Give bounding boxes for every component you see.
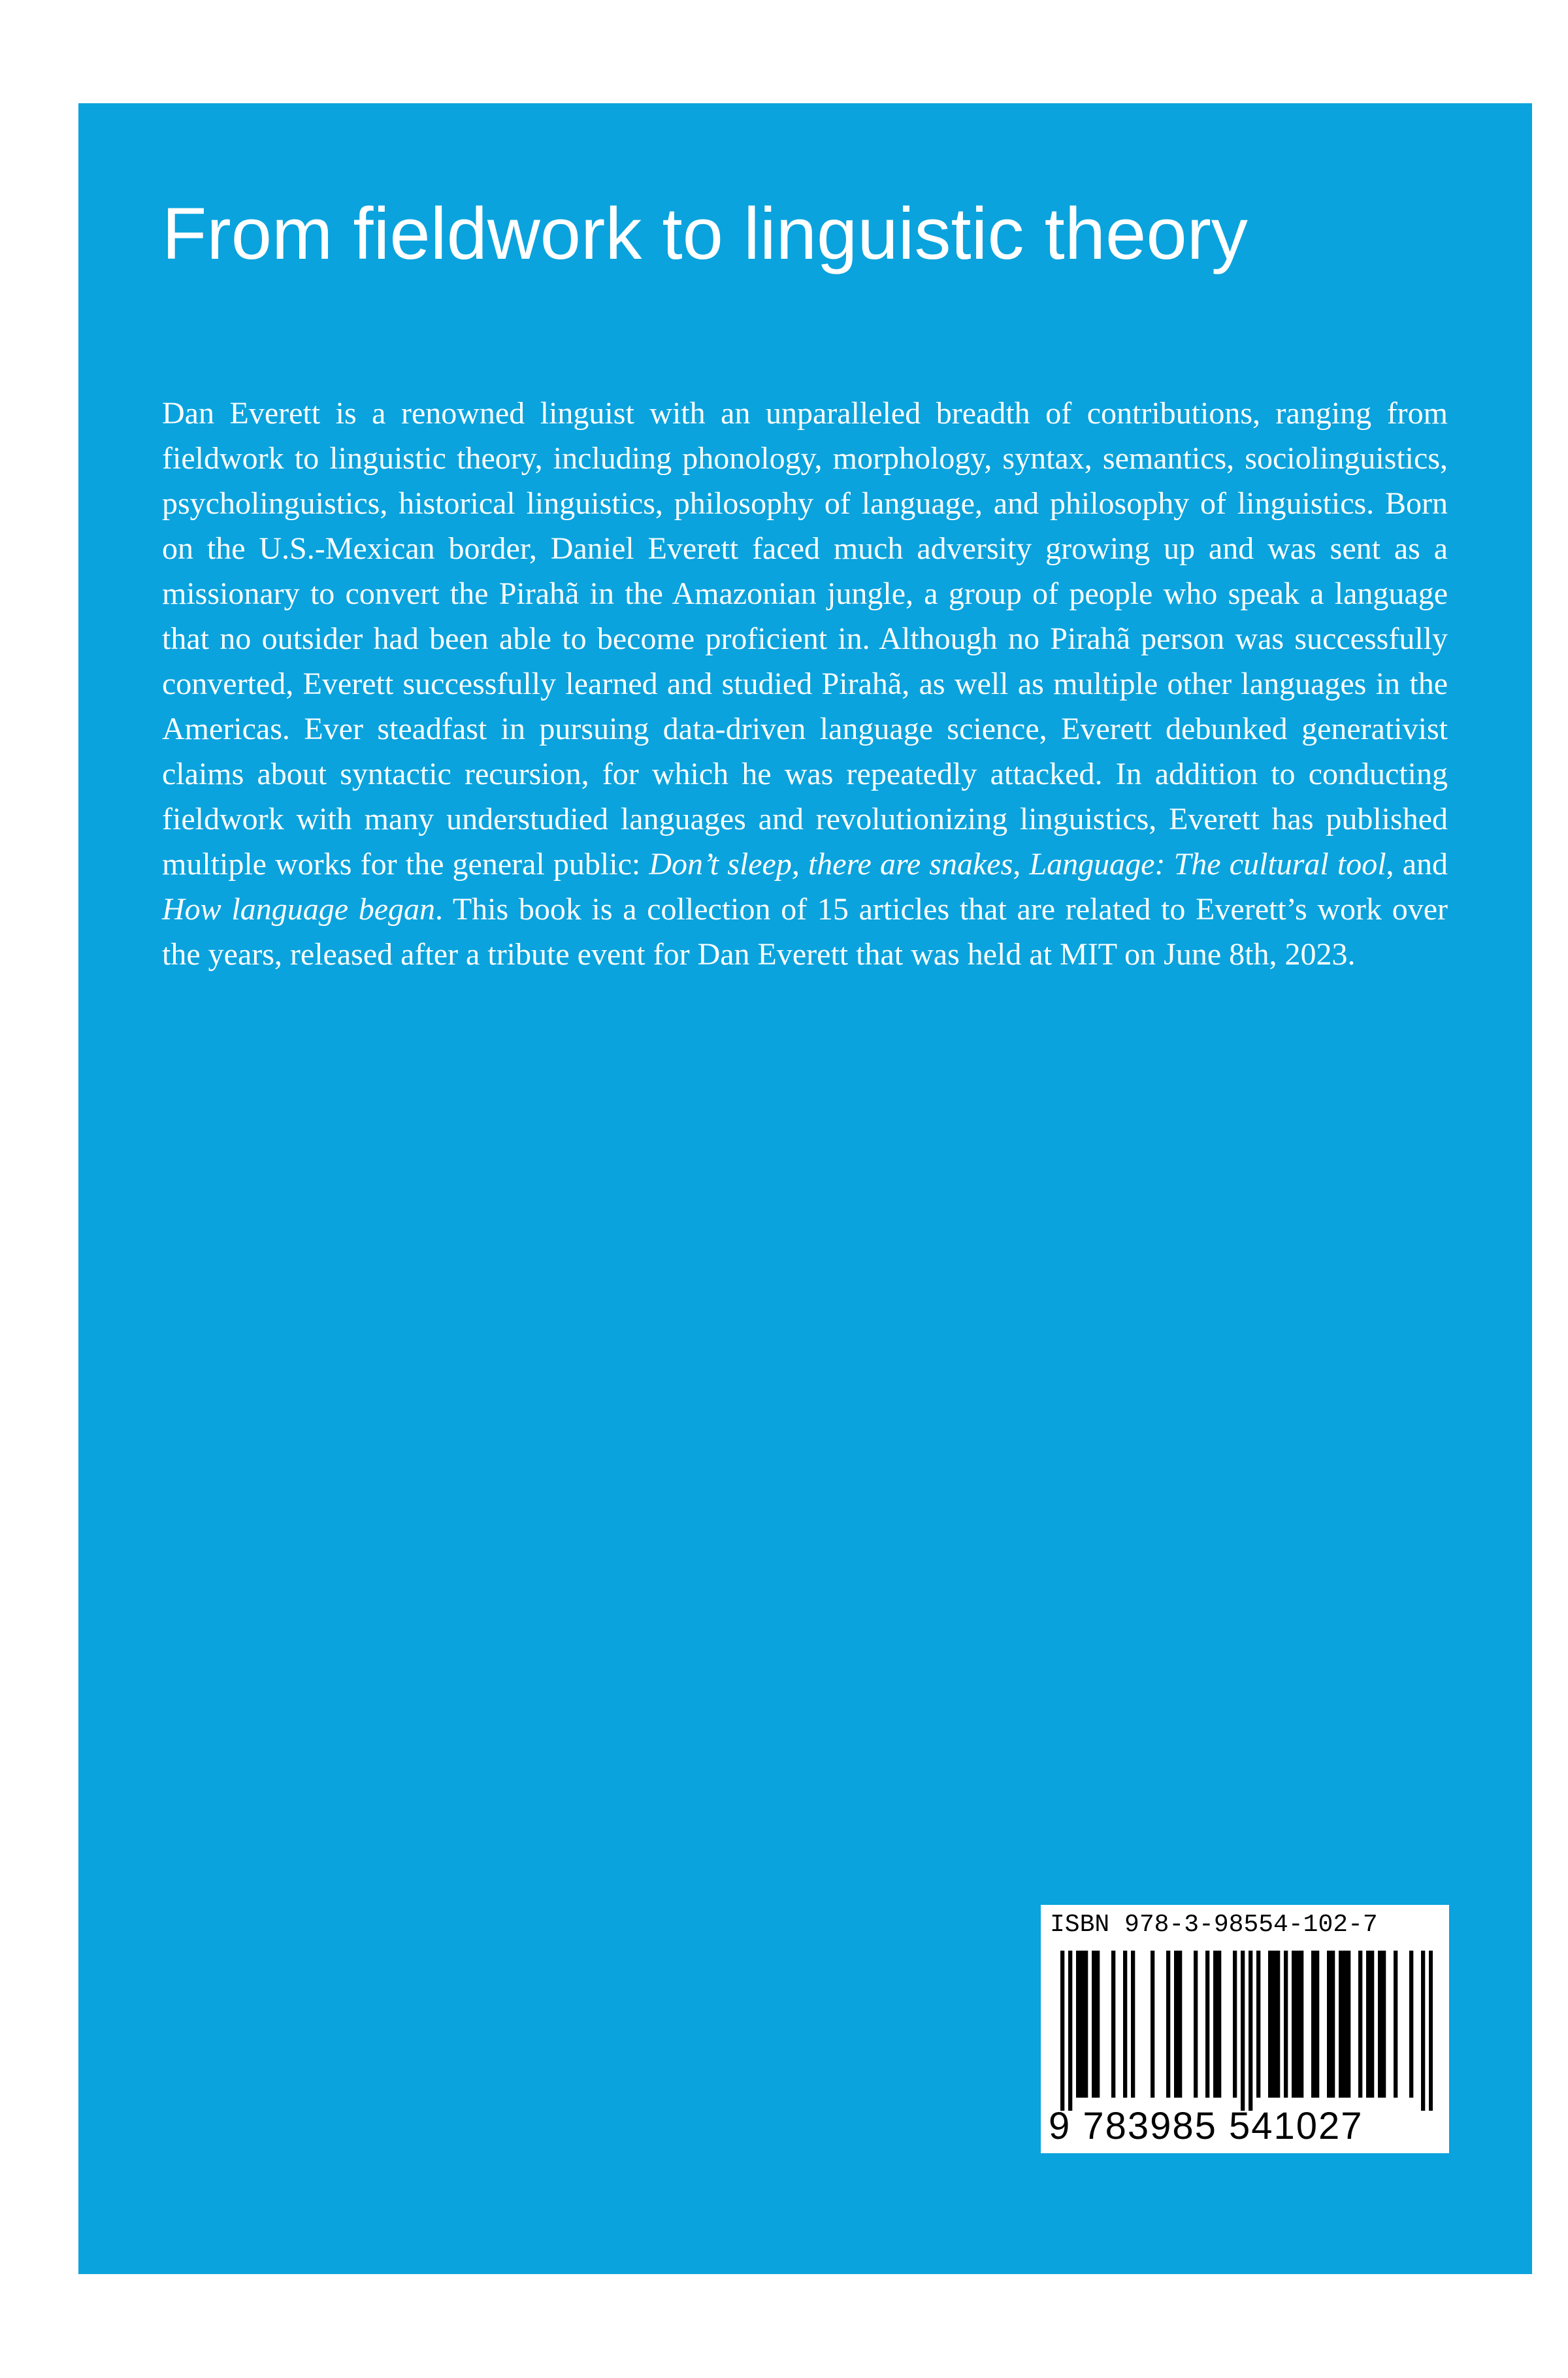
- isbn-label: ISBN 978-3-98554-102-7: [1050, 1911, 1378, 1939]
- barcode-bar: [1347, 1951, 1350, 2098]
- barcode-bar: [1276, 1951, 1280, 2098]
- barcode-bar: [1205, 1951, 1209, 2098]
- barcode-bar: [1421, 1951, 1425, 2111]
- barcode-bar: [1174, 1951, 1178, 2098]
- barcode-bar: [1382, 1951, 1386, 2098]
- barcode-bar: [1284, 1951, 1288, 2098]
- barcode-bar: [1272, 1951, 1276, 2098]
- barcode-bar: [1409, 1951, 1413, 2098]
- barcode: [1060, 1951, 1433, 2111]
- book-title-italic: Language: The cultural tool: [1029, 847, 1386, 882]
- barcode-bar: [1370, 1951, 1374, 2098]
- barcode-bar: [1111, 1951, 1115, 2098]
- barcode-bar: [1096, 1951, 1100, 2098]
- barcode-bar: [1151, 1951, 1154, 2098]
- barcode-bar: [1256, 1951, 1260, 2098]
- barcode-bar: [1131, 1951, 1135, 2098]
- barcode-bar: [1166, 1951, 1170, 2098]
- barcode-bar: [1315, 1951, 1319, 2098]
- barcode-bar: [1092, 1951, 1096, 2098]
- barcode-bar: [1429, 1951, 1433, 2111]
- barcode-bar: [1123, 1951, 1127, 2098]
- blurb-text: ,: [1013, 847, 1030, 882]
- barcode-bar: [1343, 1951, 1347, 2098]
- barcode-bar: [1233, 1951, 1237, 2098]
- barcode-bar: [1366, 1951, 1370, 2098]
- barcode-bar: [1213, 1951, 1217, 2098]
- barcode-bar: [1394, 1951, 1397, 2098]
- barcode-bar: [1241, 1951, 1245, 2111]
- barcode-bar: [1084, 1951, 1088, 2098]
- barcode-bar: [1311, 1951, 1315, 2098]
- barcode-bar: [1378, 1951, 1382, 2098]
- blurb-text: , and: [1386, 847, 1448, 882]
- barcode-bar: [1331, 1951, 1335, 2098]
- isbn-barcode-box: [1041, 1905, 1449, 2153]
- barcode-bar: [1080, 1951, 1084, 2098]
- barcode-bar: [1217, 1951, 1221, 2098]
- barcode-bar: [1076, 1951, 1080, 2098]
- barcode-bar: [1068, 1951, 1072, 2111]
- barcode-bar: [1339, 1951, 1343, 2098]
- barcode-bar: [1249, 1951, 1252, 2111]
- barcode-bar: [1178, 1951, 1182, 2098]
- book-title-italic: How language began: [162, 892, 436, 927]
- barcode-bar: [1358, 1951, 1362, 2098]
- barcode-bar: [1194, 1951, 1198, 2098]
- cover-blurb: [162, 391, 1448, 977]
- barcode-bar: [1327, 1951, 1331, 2098]
- back-cover: [78, 103, 1532, 2274]
- barcode-bar: [1268, 1951, 1272, 2098]
- barcode-bar: [1299, 1951, 1303, 2098]
- book-title-italic: Don’t sleep, there are snakes: [649, 847, 1013, 882]
- barcode-bar: [1060, 1951, 1064, 2111]
- blurb-text: Dan Everett is a renowned linguist with an unparalleled breadth of contributions, ranging from fieldwork to linguistic theory, including phonology, morphology, syntax, semantics, sociolinguistics, psycholinguistics, historical linguistics, philosophy of language, and philosophy of linguistics. Born on the U.S.-Mexican border, Daniel Everett faced much adversity growing up and was sent as a missionary to convert the Pirahã in the Amazonian jungle, a group of people who speak a language that no outsider had been able to become proficient in. Although no Pirahã person was successfully converted, Everett successfully learned and studied Pirahã, as well as multiple other languages in the Americas. Ever steadfast in pursuing data-driven language science, Everett debunked generativist claims about syntactic recursion, for which he was repeatedly attacked. In addition to conducting fieldwork with many understudied languages and revolutionizing linguistics, Everett has published multiple works for the general public:: [162, 396, 1448, 882]
- barcode-bar: [1296, 1951, 1299, 2098]
- cover-heading: From fieldwork to linguistic theory: [162, 193, 1248, 274]
- blurb-text: . This book is a collection of 15 articles that are related to Everett’s work over the years, released after a tribute event for Dan Everett that was held at MIT on June 8th, 2023.: [162, 892, 1448, 972]
- ean-digits: 9 783985 541027: [1049, 2105, 1364, 2147]
- barcode-bar: [1292, 1951, 1296, 2098]
